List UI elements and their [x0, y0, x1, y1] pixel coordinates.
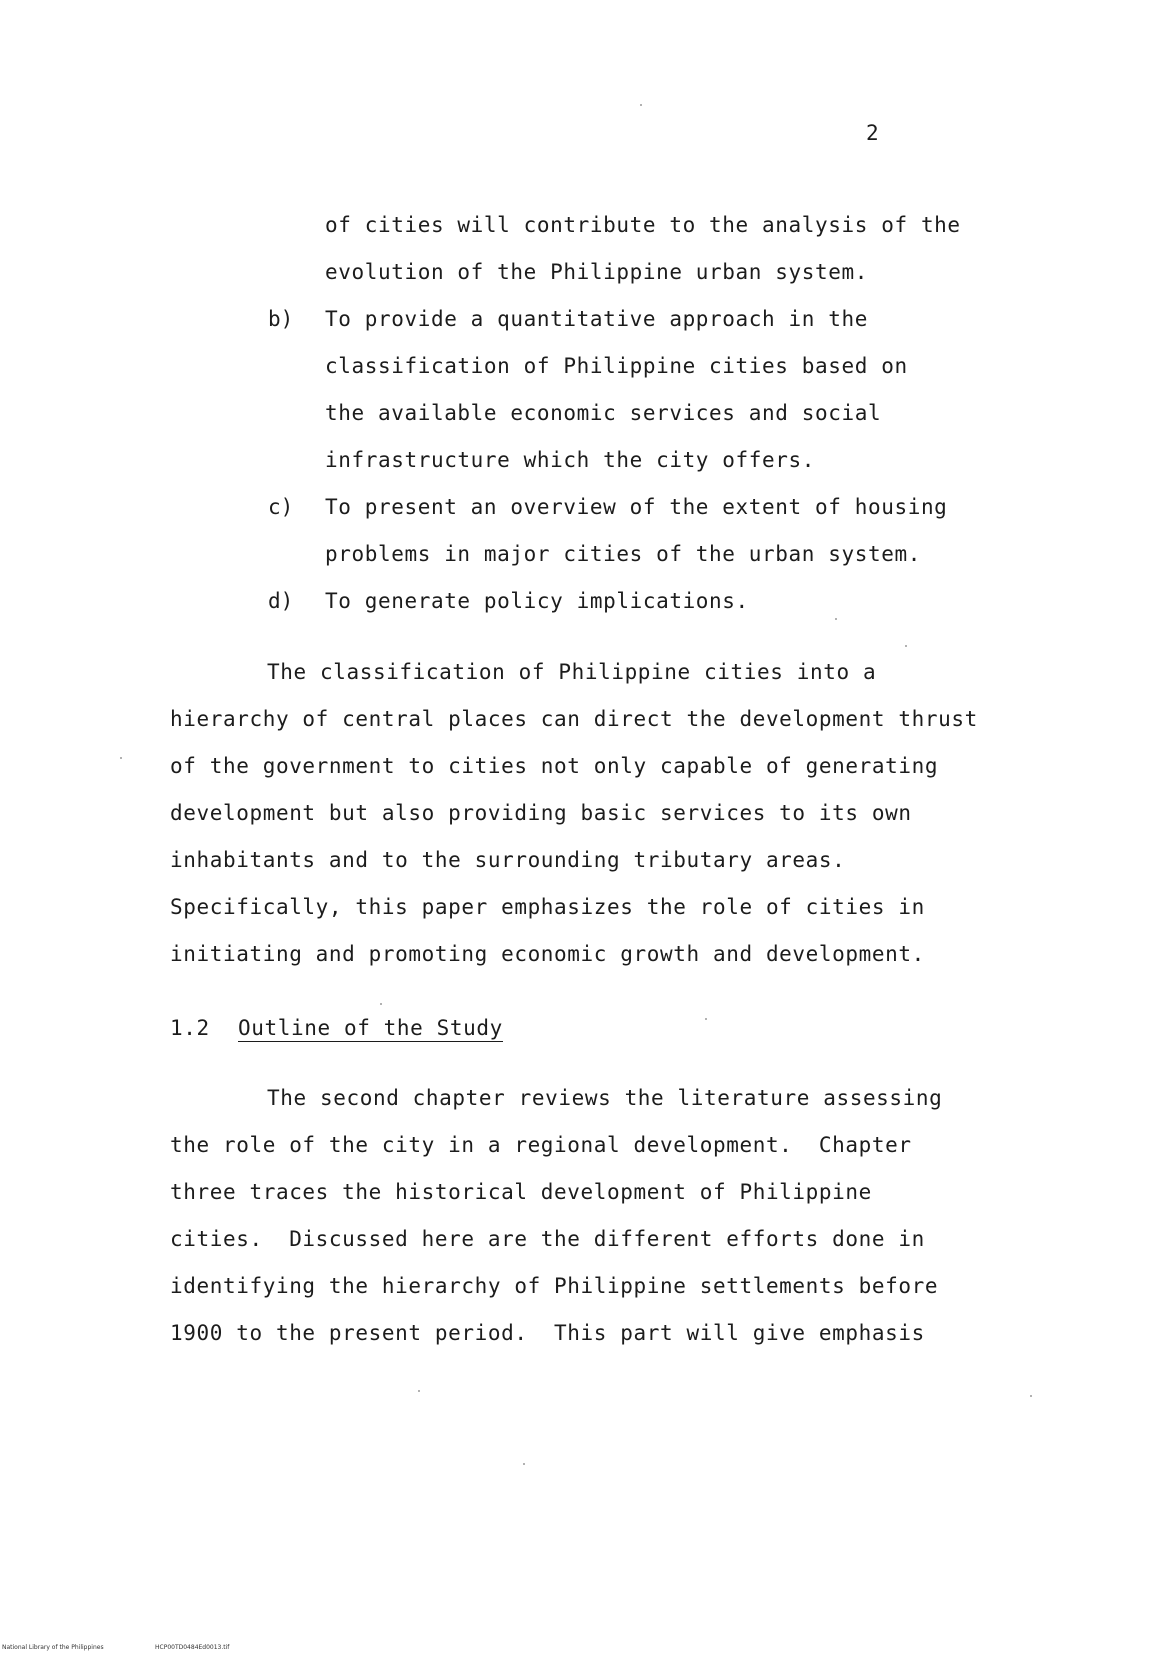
scan-speck	[380, 1003, 382, 1005]
scan-speck	[705, 1018, 707, 1020]
list-item-c-line: problems in major cities of the urban system.	[325, 542, 921, 566]
footer-filename: HCP00TD0484Ed0013.tif	[155, 1644, 230, 1651]
scan-speck	[640, 104, 642, 106]
scan-speck	[905, 645, 907, 647]
paragraph-1-line: initiating and promoting economic growth and development.	[170, 942, 925, 966]
list-item-b-line: classification of Philippine cities based on	[325, 354, 908, 378]
scan-speck	[1030, 1395, 1032, 1397]
list-marker-c: c)	[268, 495, 294, 519]
section-number: 1.2	[170, 1016, 210, 1040]
paragraph-1-line: development but also providing basic services to its own	[170, 801, 912, 825]
paragraph-2-line: identifying the hierarchy of Philippine settlements before	[170, 1274, 939, 1298]
list-item-d-line: To generate policy implications.	[325, 589, 749, 613]
paragraph-1-line: hierarchy of central places can direct the development thrust	[170, 707, 978, 731]
list-marker-d: d)	[268, 589, 294, 613]
scan-speck	[120, 757, 122, 759]
list-item-c-line: To present an overview of the extent of housing	[325, 495, 948, 519]
scan-speck	[835, 618, 837, 620]
list-item-b-line: infrastructure which the city offers.	[325, 448, 815, 472]
paragraph-2-line: three traces the historical development of Philippine	[170, 1180, 872, 1204]
paragraph-2-line: the role of the city in a regional development. Chapter	[170, 1133, 912, 1157]
scan-speck	[523, 1463, 525, 1465]
list-continuation-line: evolution of the Philippine urban system.	[325, 260, 868, 284]
paragraph-2-line: cities. Discussed here are the different efforts done in	[170, 1227, 925, 1251]
list-continuation-line: of cities will contribute to the analysis of the	[325, 213, 961, 237]
paragraph-2-line: The second chapter reviews the literature assessing	[267, 1086, 943, 1110]
paragraph-1-line: Specifically, this paper emphasizes the role of cities in	[170, 895, 925, 919]
list-item-b-line: To provide a quantitative approach in the	[325, 307, 868, 331]
paragraph-1-line: inhabitants and to the surrounding tributary areas.	[170, 848, 846, 872]
list-marker-b: b)	[268, 307, 294, 331]
list-item-b-line: the available economic services and social	[325, 401, 882, 425]
scan-speck	[418, 1390, 420, 1392]
paragraph-1-line: The classification of Philippine cities into a	[267, 660, 877, 684]
paragraph-2-line: 1900 to the present period. This part will give emphasis	[170, 1321, 925, 1345]
section-title: Outline of the Study	[238, 1016, 503, 1040]
footer-source: National Library of the Philippines	[2, 1644, 104, 1651]
page-number: 2	[866, 121, 879, 145]
paragraph-1-line: of the government to cities not only capable of generating	[170, 754, 939, 778]
